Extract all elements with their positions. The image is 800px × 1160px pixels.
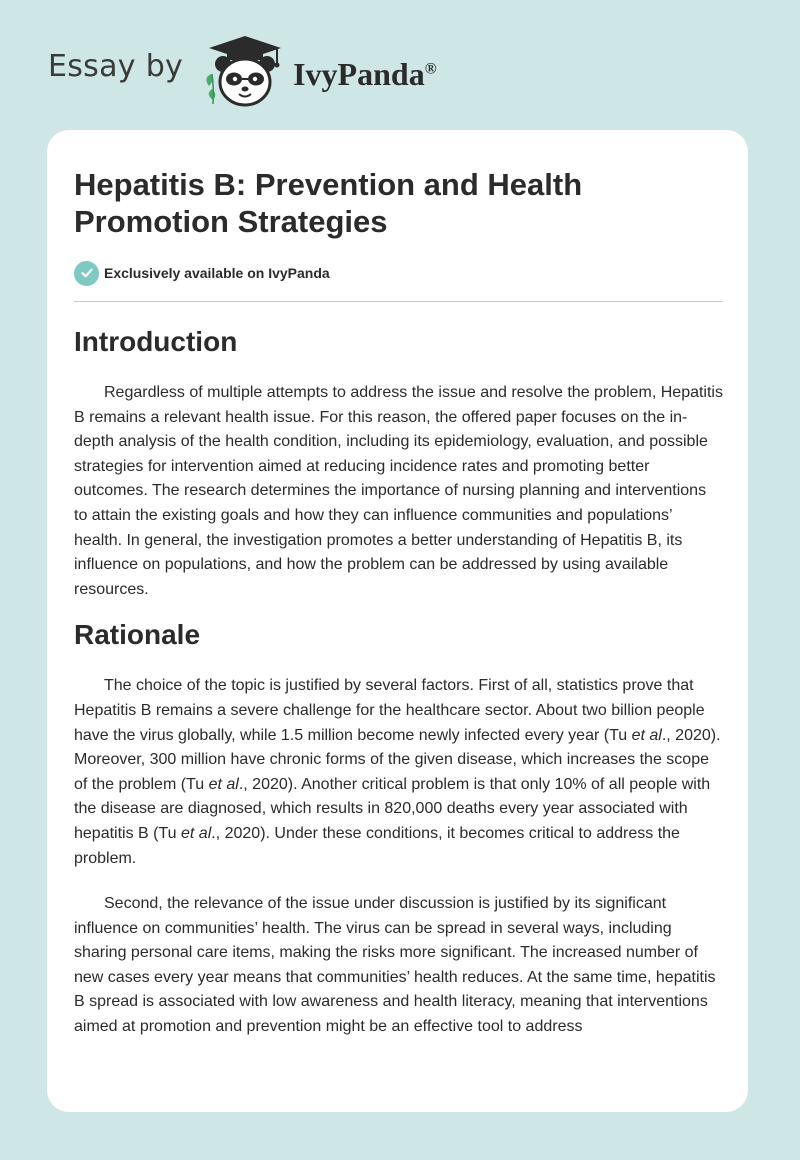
essay-title: Hepatitis B: Prevention and Health Promotion Strategies [74,167,583,239]
divider [74,301,723,302]
citation-et-al: et al [631,726,662,744]
introduction-paragraph: Regardless of multiple attempts to address the issue and resolve the problem, Hepatitis B remains a relevant health issue. For this reason, the offered paper focuses on the in-depth analysis of the health condition, including its epidemiology, evaluation, and possible strategies for intervention aimed at reducing incidence rates and promoting better outcomes. The research determines the importance of nursing planning and interventions to attain the existing goals and how they can influence communities and populations’ health. In general, the investigation promotes a better understanding of Hepatitis B, its influence on populations, and how the problem can be addressed by using available resources. [74,384,723,598]
rationale-p1-text-c: ., 2020). Another critical problem is that only 10% of all people with the disease are diagnosed, which results in 820,000 deaths every year associated with hepatitis B (Tu [74,775,711,842]
rationale-p1-text-b: ., 2020). Moreover, 300 million have chronic forms of the given disease, which increases the scope of the problem (Tu [74,726,721,793]
citation-et-al: et al [208,775,239,793]
ivypanda-logo-icon[interactable] [199,34,291,110]
rationale-paragraph-1 [74,674,723,871]
site-header [48,34,437,110]
rationale-p1-text-d: ., 2020). Under these conditions, it becomes critical to address the problem. [74,824,680,867]
registered-mark: ® [424,59,437,77]
section-heading-rationale: Rationale [74,619,201,651]
essay-content [74,130,723,1040]
rationale-paragraph-2: Second, the relevance of the issue under discussion is justified by its significant influence on communities’ health. The virus can be spread in several ways, including sharing personal care items, making the risks more significant. The increased number of new cases every year means that communities’ health reduces. At the same time, hepatitis B spread is associated with low awareness and health literacy, meaning that interventions aimed at promotion and prevention might be an effective tool to address [74,895,716,1036]
essay-by-label: Essay by [48,48,184,84]
citation-et-al: et al [181,824,212,842]
brand-name [293,56,437,93]
essay-card [47,130,748,1112]
rationale-p1-text-a: The choice of the topic is justified by several factors. First of all, statistics prove that Hepatitis B remains a severe challenge for the healthcare sector. About two billion people have the virus globally, while 1.5 million become newly infected every year (Tu [74,677,705,744]
brand-name-text: IvyPanda [293,55,425,92]
exclusive-badge-label: Exclusively available on IvyPanda [104,265,330,281]
section-heading-introduction: Introduction [74,326,238,357]
check-icon [74,261,99,286]
exclusive-badge [74,260,723,286]
